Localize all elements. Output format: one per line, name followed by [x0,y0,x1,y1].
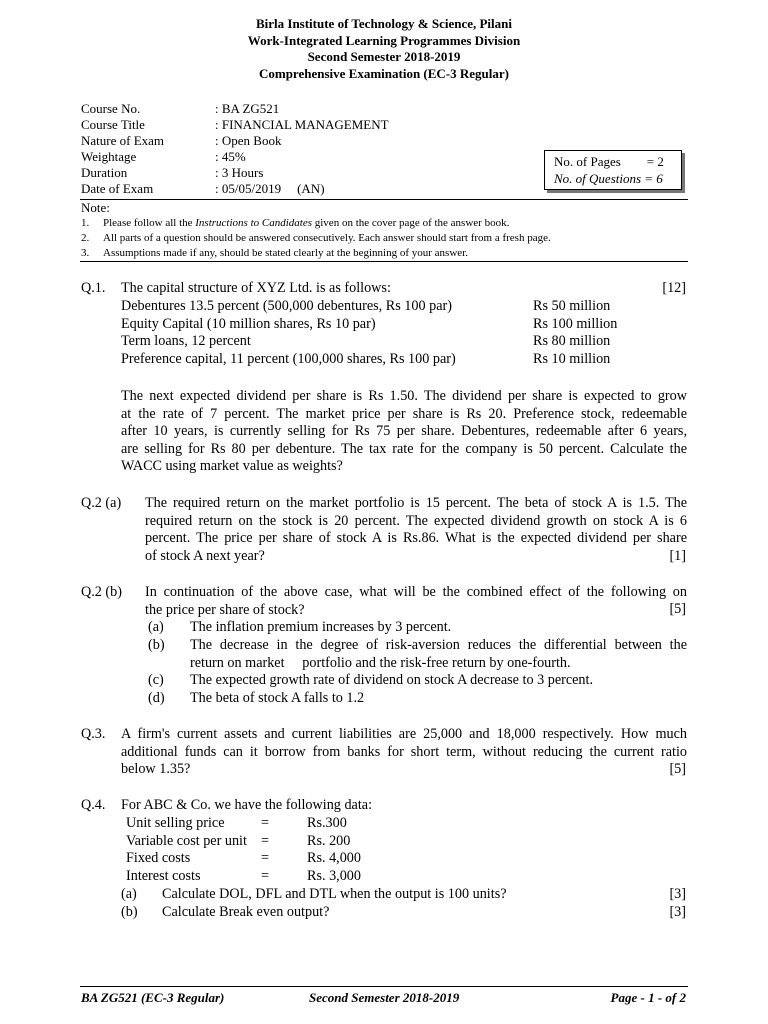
sub-label: (c) [148,672,164,688]
paragraph-line: additional funds can it borrow from banks for short term, without reducing the current ratio [121,743,687,760]
note-emphasis: Instructions to Candidates [195,217,312,229]
data-value: Rs. 3,000 [307,867,361,884]
question-number: Q.1. [81,280,106,296]
data-label: Variable cost per unit [126,832,247,849]
info-value: : BA ZG521 [215,101,280,116]
footer-course: BA ZG521 (EC-3 Regular) [81,990,225,1005]
paragraph-line: The next expected dividend per share is Rs 1.50. The dividend per share is expected to grow [121,388,687,404]
exam-session: (AN) [297,181,325,196]
info-label: Weightage [81,149,137,164]
info-label: Duration [81,165,128,180]
pages-label: No. of Pages [554,154,621,169]
capital-item-label: Equity Capital (10 million shares, Rs 10 par) [121,315,376,332]
q2a-paragraph [145,495,687,565]
info-label: Date of Exam [81,181,154,196]
data-value: Rs. 4,000 [307,850,361,866]
sub-label: (a) [121,886,137,902]
sub-text: Calculate Break even output? [162,904,330,920]
capital-item-value: Rs 50 million [533,298,611,314]
paragraph-line: below 1.35? [121,761,191,777]
exam-header [0,16,768,82]
sub-label: (d) [148,690,165,706]
equals-sign: = [261,832,270,849]
q1-paragraph [121,388,687,476]
question-marks: [1] [669,548,686,564]
info-value: : 45% [215,149,246,164]
footer-page-number: Page - 1 - of 2 [610,990,686,1005]
sub-label: (b) [148,637,165,653]
notes-list [81,216,551,261]
info-value: : Open Book [215,133,282,148]
capital-item-value: Rs 80 million [533,333,611,349]
sub-text: The beta of stock A falls to 1.2 [190,690,365,706]
paragraph-line: required return on the stock is 20 percent. The expected dividend growth on stock A is 6 [145,512,687,529]
note-text: Assumptions made if any, should be stated clearly at the beginning of your answer. [103,247,468,259]
data-value: Rs.300 [307,815,347,831]
paragraph-line: of stock A next year? [145,547,265,564]
data-values [307,815,361,885]
note-text: Please follow all the [103,217,196,229]
q3-paragraph [121,726,687,779]
question-text: The capital structure of XYZ Ltd. is as follows: [121,280,391,296]
question-marks: [3] [669,904,686,920]
sub-text: return on market portfolio and the risk-free return by one-fourth. [190,654,571,671]
data-label: Fixed costs [126,850,191,866]
pages-value: = 2 [646,154,664,169]
capital-structure-labels [121,298,456,368]
note-number: 1. [81,217,90,229]
note-text: given on the cover page of the answer book. [312,217,510,229]
paragraph-line: A firm's current assets and current liabilities are 25,000 and 18,000 respectively. How much [121,726,687,742]
question-number: Q.3. [81,726,106,742]
capital-item-label: Debentures 13.5 percent (500,000 debentures, Rs 100 par) [121,298,452,314]
institute-name: Birla Institute of Technology & Science, Pilani [255,16,513,31]
note-title: Note: [81,200,110,215]
note-text: All parts of a question should be answered consecutively. Each answer should start from a fresh page. [103,232,551,244]
question-marks: [3] [669,886,686,902]
capital-structure-values [533,298,617,368]
exam-title: Comprehensive Examination (EC-3 Regular) [258,65,509,81]
sub-text: The expected growth rate of dividend on stock A decrease to 3 percent. [190,672,594,688]
question-marks: [12] [662,280,686,296]
pages-questions-box [544,150,682,190]
capital-item-value: Rs 100 million [533,315,618,332]
sub-text: The decrease in the degree of risk-aversion reduces the differential between the [190,637,687,653]
paragraph-line: WACC using market value as weights? [121,458,343,474]
sub-label: (a) [148,619,164,635]
sub-text-block [190,637,687,672]
paragraph-line: percent. The price per share of stock A is Rs.86. What is the expected dividend per share [145,530,687,546]
footer-rule [80,986,688,987]
exam-info-values [215,101,389,197]
data-value: Rs. 200 [307,832,351,849]
capital-item-label: Preference capital, 11 percent (100,000 shares, Rs 100 par) [121,350,456,367]
sub-label: (b) [121,904,138,920]
question-marks: [5] [669,761,686,777]
divider [80,199,688,200]
question-number: Q.2 (a) [81,495,122,511]
data-label: Unit selling price [126,815,225,831]
note-number: 2. [81,232,90,244]
info-value: : 05/05/2019 [215,181,282,196]
capital-item-value: Rs 10 million [533,350,611,367]
sub-text: The inflation premium increases by 3 percent. [190,619,452,635]
paragraph-line: are selling for Rs 80 per debenture. The tax rate for the company is 50 percent. Calculate the [121,440,687,457]
question-text: For ABC & Co. we have the following data: [121,797,373,813]
division-name: Work-Integrated Learning Programmes Division [247,32,521,48]
footer-semester: Second Semester 2018-2019 [309,990,460,1005]
sub-text: Calculate DOL, DFL and DTL when the output is 100 units? [162,886,507,902]
paragraph-line: after 10 years, is currently selling for Rs 75 per share. Debentures, redeemable after 6 years, [121,423,687,439]
paragraph-line: the price per share of stock? [145,601,305,618]
equals-sign: = [261,815,270,831]
info-value: : FINANCIAL MANAGEMENT [215,117,389,132]
question-number: Q.2 (b) [81,584,122,600]
info-label: Nature of Exam [81,133,165,148]
paragraph-line: at the rate of 7 percent. The market price per share is Rs 20. Preference stock, redeemable [121,405,687,422]
question-marks: [5] [669,601,686,617]
semester: Second Semester 2018-2019 [307,49,461,64]
equals-sign: = [261,867,270,884]
info-label: Course No. [81,101,141,116]
data-label: Interest costs [126,867,201,884]
equals-sign: = [261,850,270,866]
data-equals [261,815,269,885]
question-number: Q.4. [81,797,106,813]
data-labels [126,815,247,885]
paragraph-line: In continuation of the above case, what will be the combined effect of the following on [145,584,687,600]
exam-info-labels [81,101,164,197]
q2b-paragraph [145,584,687,619]
questions-count: No. of Questions = 6 [554,171,663,186]
paragraph-line: The required return on the market portfolio is 15 percent. The beta of stock A is 1.5. The [145,495,687,511]
capital-item-label: Term loans, 12 percent [121,333,251,349]
divider [80,261,688,262]
info-value: : 3 Hours [215,165,264,180]
info-label: Course Title [81,117,145,132]
note-number: 3. [81,247,90,259]
